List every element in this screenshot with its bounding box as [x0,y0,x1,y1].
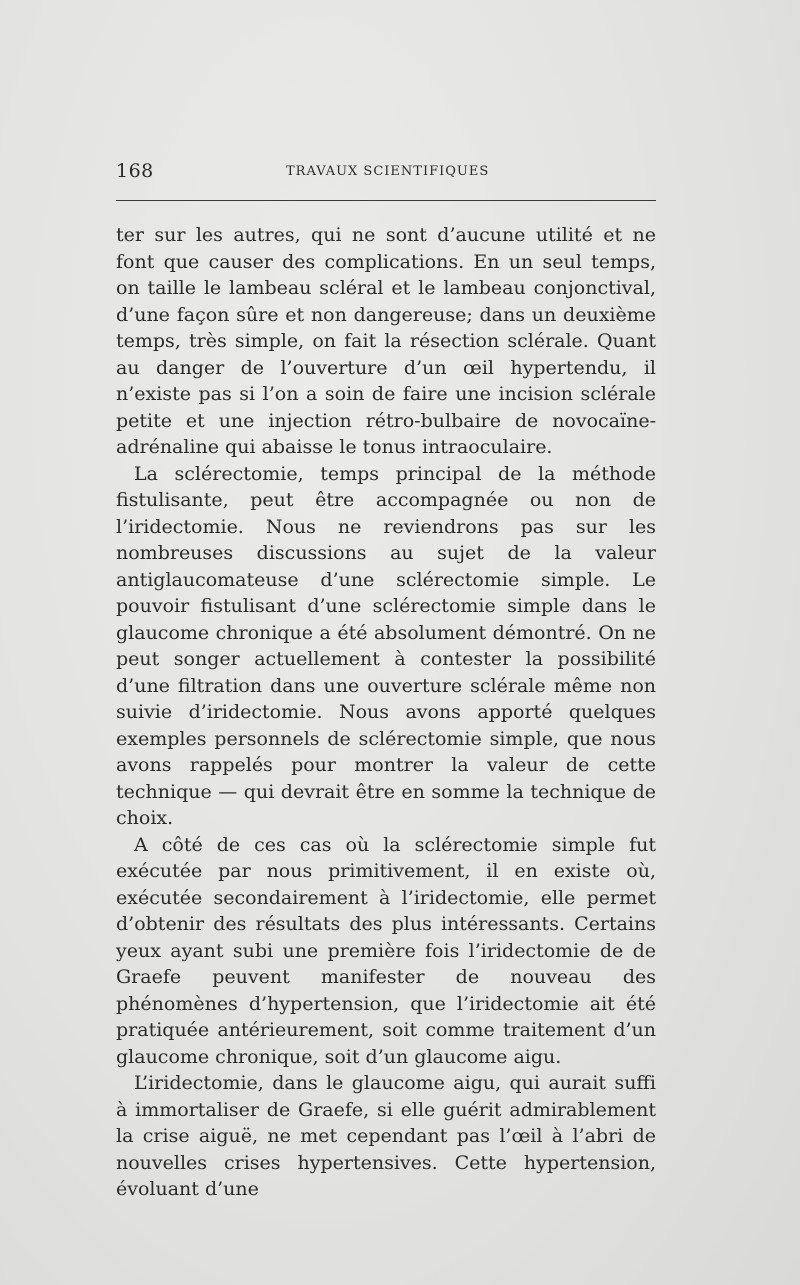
paragraph: L’iridectomie, dans le glaucome aigu, qui aurait suffi à immortaliser de Graefe, si elle guérit admirablement la crise aiguë, ne met cependant pas l’œil à l’abri de nouvelles crises hypertensives. Cette hypertension, évoluant d’une [116,1072,656,1200]
paragraph-continued: ter sur les autres, qui ne sont d’aucune utilité et ne font que causer des complications. En un seul temps, on taille le lambeau scléral et le lambeau conjonctival, d’une façon sûre et non dangereuse; dans un deuxième temps, très simple, on fait la résection sclérale. Quant au danger de l’ouverture d’un œil hypertendu, il n’existe pas si l’on a soin de faire une incision sclérale petite et une injection rétro-bulbaire de novocaïne-adrénaline qui abaisse le tonus intraoculaire. [116,224,656,458]
paragraph: La sclérectomie, temps principal de la méthode fistulisante, peut être accompagnée ou non de l’iridectomie. Nous ne reviendrons pas sur les nombreuses discussions au sujet de la valeur antiglaucomateuse d’une sclérectomie simple. Le pouvoir fistulisant d’une sclérectomie simple dans le glaucome chronique a été absolument démontré. On ne peut songer actuellement à contester la possibilité d’une filtration dans une ouverture sclérale même non suivie d’iridectomie. Nous avons apporté quelques exemples personnels de sclérectomie simple, que nous avons rappelés pour montrer la valeur de cette technique — qui devrait être en somme la technique de choix. [116,462,656,829]
page-header [116,160,656,184]
page-number: 168 [116,160,154,182]
paragraph: A côté de ces cas où la sclérectomie simple fut exécutée par nous primitivement, il en existe où, exécutée secondairement à l’iridectomie, elle permet d’obtenir des résultats des plus intéressants. Certains yeux ayant subi une première fois l’iridectomie de de Graefe peuvent manifester de nouveau des phénomènes d’hypertension, que l’iridectomie ait été pratiquée antérieurement, soit comme traitement d’un glaucome chronique, soit d’un glaucome aigu. [116,833,656,1068]
body-text [116,222,656,1203]
header-rule [116,200,656,201]
running-title: TRAVAUX SCIENTIFIQUES [286,164,490,179]
